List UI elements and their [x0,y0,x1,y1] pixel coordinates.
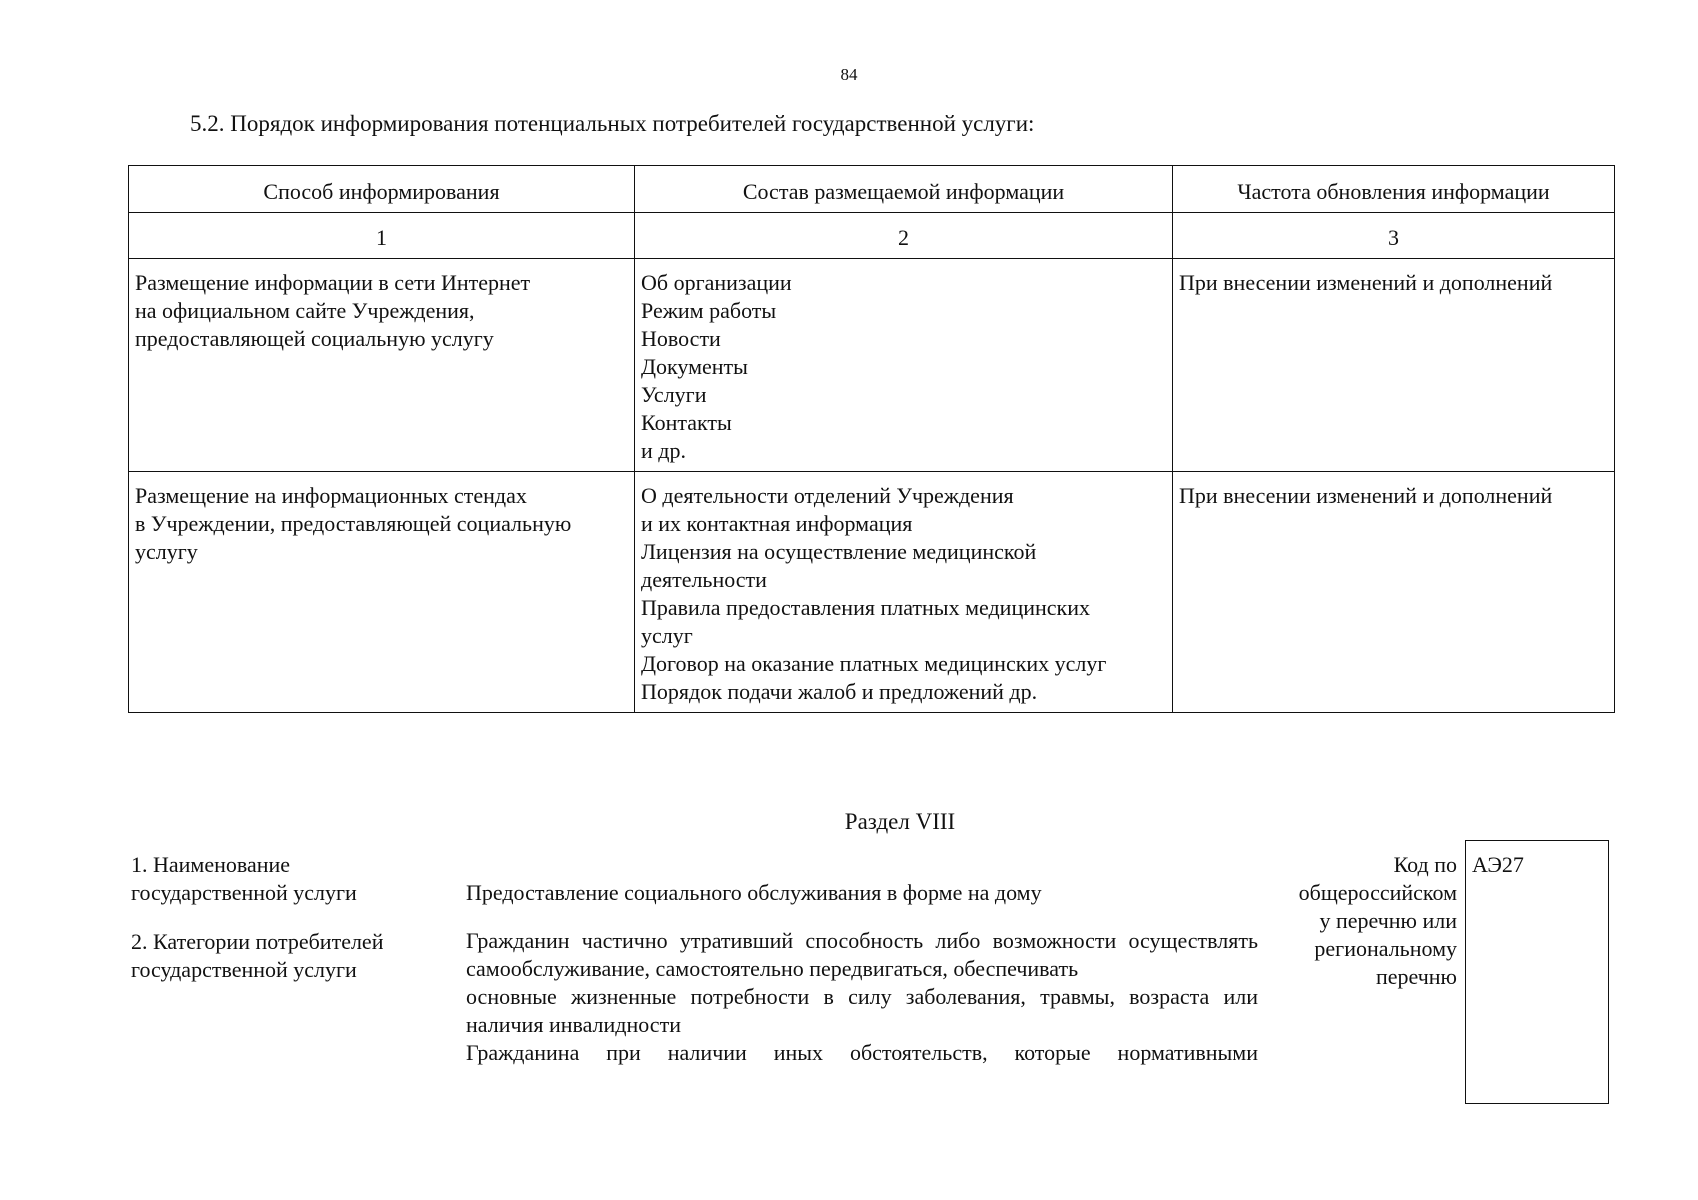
code-box [1465,840,1609,1104]
code-label-line: общероссийском [1298,880,1457,905]
content-line: Услуги [641,382,707,407]
content-line: О деятельности отделений Учреждения [641,483,1014,508]
content-line: деятельности [641,567,767,592]
content-line: Договор на оказание платных медицинских услуг [641,651,1107,676]
page-number: 84 [840,65,858,84]
code-value: АЭ27 [1472,852,1524,877]
table-header-cell: Способ информирования [129,166,635,213]
category-paragraph: основные жизненные потребности в силу заболевания, травмы, возраста или наличия инвалидности [466,984,1258,1037]
method-line: в Учреждении, предоставляющей социальную [135,511,572,536]
table-row [129,259,1615,472]
code-label-line: у перечню или [1319,908,1457,933]
code-label [1260,851,1457,991]
content-line: Документы [641,354,748,379]
method-line: Размещение на информационных стендах [135,483,527,508]
informing-table [128,165,1615,713]
table-header-cell: Частота обновления информации [1173,166,1615,213]
label-line: государственной услуги [131,880,357,905]
content-line: услуг [641,623,693,648]
consumer-categories-label [131,928,383,984]
consumer-categories-value [466,927,1258,1067]
frequency-cell: При внесении изменений и дополнений [1173,472,1615,713]
method-cell [129,259,635,472]
content-line: Порядок подачи жалоб и предложений др. [641,679,1038,704]
content-line: и др. [641,438,686,463]
section-heading: 5.2. Порядок информирования потенциальных потребителей государственной услуги: [190,111,1035,136]
category-paragraph: Гражданина при наличии иных обстоятельств, которые нормативными [466,1040,1258,1065]
frequency-cell: При внесении изменений и дополнений [1173,259,1615,472]
method-line: предоставляющей социальную услугу [135,326,494,351]
content-line: Правила предоставления платных медицинских [641,595,1090,620]
table-row [129,472,1615,713]
column-number: 1 [129,213,635,259]
content-cell [635,472,1173,713]
method-line: на официальном сайте Учреждения, [135,298,475,323]
label-line: государственной услуги [131,957,357,982]
label-line: 2. Категории потребителей [131,929,384,954]
service-name-label [131,851,357,907]
column-number: 3 [1173,213,1615,259]
content-line: Лицензия на осуществление медицинской [641,539,1037,564]
label-line: 1. Наименование [131,852,291,877]
method-line: услугу [135,539,198,564]
code-label-line: Код по [1393,852,1457,877]
column-number: 2 [635,213,1173,259]
category-paragraph: Гражданин частично утративший способность либо возможности осуществлять самообслуживание, самостоятельно передвигаться, обеспечивать [466,928,1258,981]
code-label-line: региональному [1314,936,1457,961]
table-header-row [129,166,1615,213]
method-line: Размещение информации в сети Интернет [135,270,531,295]
code-label-line: перечню [1375,964,1457,989]
content-line: и их контактная информация [641,511,913,536]
table-number-row [129,213,1615,259]
content-line: Новости [641,326,721,351]
content-line: Режим работы [641,298,777,323]
content-line: Контакты [641,410,732,435]
content-cell [635,259,1173,472]
content-line: Об организации [641,270,792,295]
method-cell [129,472,635,713]
table-header-cell: Состав размещаемой информации [635,166,1173,213]
service-name-value: Предоставление социального обслуживания в форме на дому [466,880,1042,905]
section-title: Раздел VIII [844,809,956,834]
